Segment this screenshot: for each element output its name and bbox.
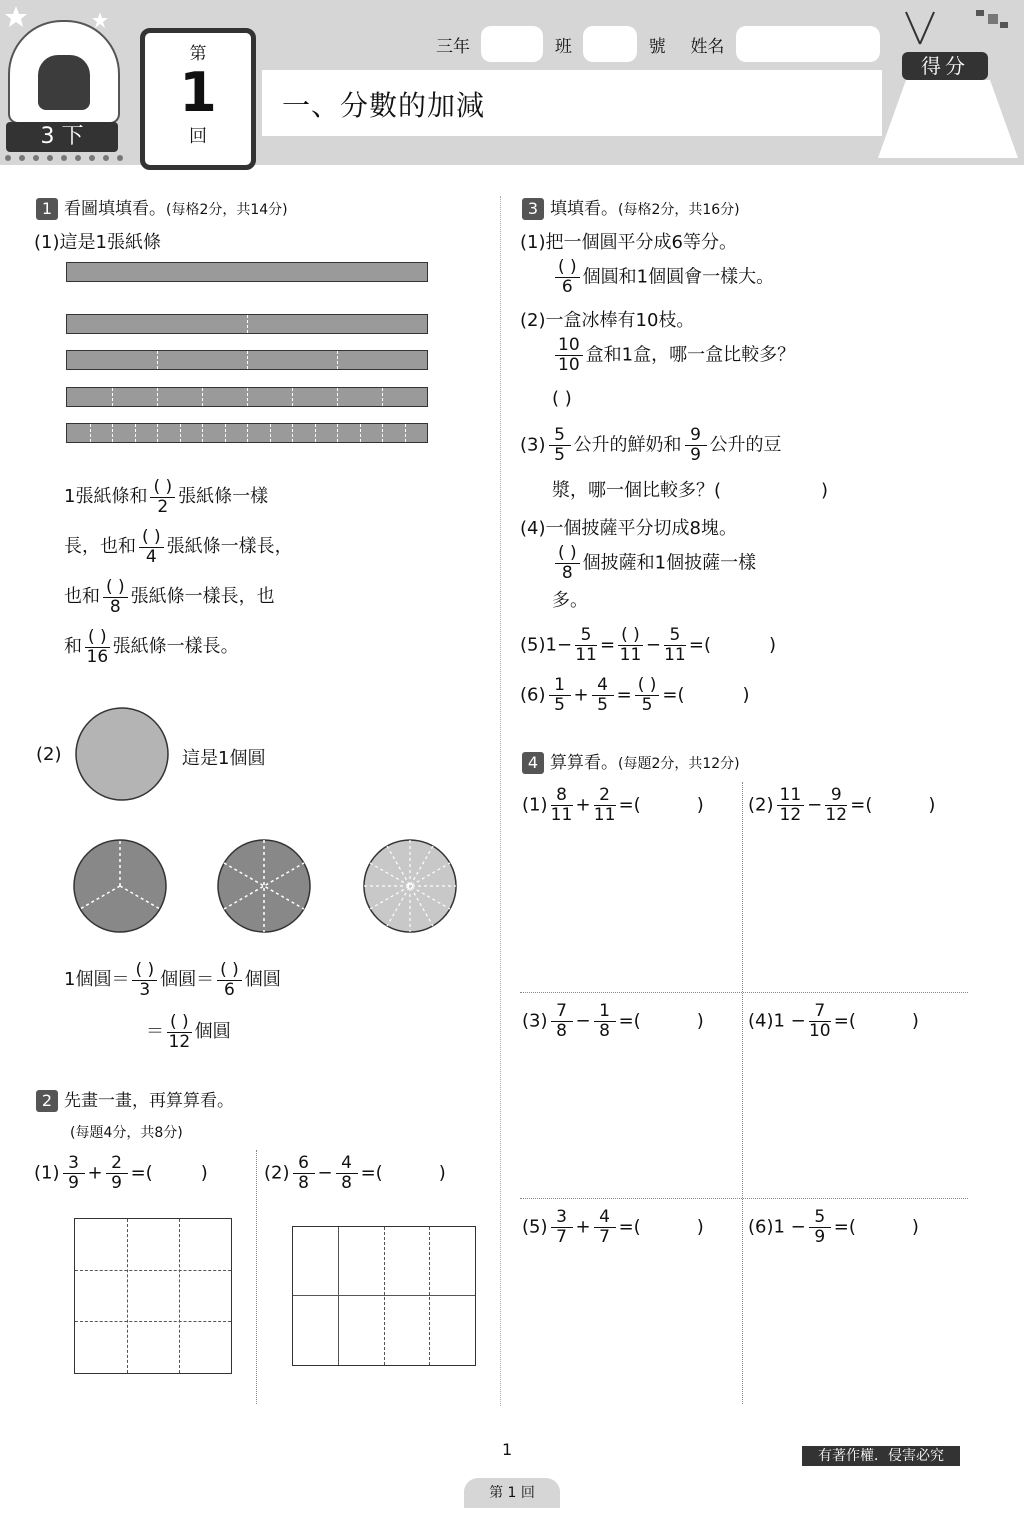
strip-divider — [225, 424, 226, 442]
strip-divider — [337, 351, 338, 369]
question-3-4-line3: 多。 — [552, 590, 588, 611]
text: ＝ — [146, 1021, 164, 1042]
section-title: 看圖填填看。 — [64, 199, 166, 219]
question-3-4: (4)一個披薩平分切成8塊。 — [520, 518, 737, 539]
strip-divider — [382, 388, 383, 406]
divider — [742, 782, 743, 1404]
paper-strip-sixteenths — [66, 423, 428, 443]
strip-divider — [180, 424, 181, 442]
page-number: 1 — [502, 1440, 513, 1459]
strip-divider — [247, 388, 248, 406]
card-number: 1 — [179, 61, 217, 124]
text: 也和 — [64, 586, 100, 607]
text: 個圓 — [244, 969, 281, 990]
question-3-2: (2)一盒冰棒有10枝。 — [520, 310, 695, 331]
question-1-2-text: 這是1個圓 — [182, 748, 266, 769]
name-label: 姓名 — [690, 36, 725, 57]
question-2-1: (1) $\frac{3}{9}$ + $\frac{2}{9}$ =( ) — [34, 1153, 208, 1193]
section-points: (每題2分，共12分) — [618, 756, 740, 772]
fraction-blank[interactable]: $\frac{( )}{8}$ — [103, 578, 128, 617]
section-points: (每格2分，共16分) — [618, 202, 740, 218]
strip-divider — [337, 388, 338, 406]
question-3-6: (6) $\frac{1}{5}$ + $\frac{4}{5}$ = $\frac{( )}{5}$ =( ) — [520, 675, 750, 715]
question-3-5: (5)1− $\frac{5}{11}$ = $\frac{( )}{11}$ − $\frac{5}{11}$ =( ) — [520, 625, 777, 665]
fraction-blank[interactable]: $\frac{( )}{11}$ — [619, 625, 642, 665]
strip-divider — [135, 424, 136, 442]
question-4-4: (4)1 − $\frac{7}{10}$ =( ) — [748, 1001, 919, 1041]
grade-label: 三年 — [436, 36, 470, 57]
question-3-3-line2: 漿，哪一個比較多？( ) — [552, 480, 829, 501]
fraction-blank[interactable]: $\frac{( )}{8}$ — [555, 544, 580, 583]
fraction-blank[interactable]: $\frac{( )}{16}$ — [86, 626, 109, 667]
section-title: 算算看。 — [550, 753, 618, 773]
strip-divider — [157, 424, 158, 442]
question-1-1: (1)這是1張紙條 — [34, 232, 161, 253]
text: 張紙條一樣長， — [166, 536, 293, 557]
strip-divider — [292, 388, 293, 406]
antenna-icon — [900, 8, 940, 52]
card-bottom: 回 — [189, 126, 207, 147]
divider — [256, 1150, 257, 1404]
star-icon — [4, 4, 114, 44]
divider — [520, 1198, 968, 1199]
circle-whole — [74, 706, 174, 806]
section-number: 4 — [522, 752, 544, 774]
section-points: (每題4分，共8分) — [70, 1125, 183, 1141]
score-label: 得分 — [902, 52, 988, 80]
paper-strip-eighths — [66, 387, 428, 407]
strip-divider — [202, 424, 203, 442]
fraction-blank[interactable]: $\frac{( )}{4}$ — [139, 528, 164, 567]
page-label: 第 1 回 — [464, 1478, 560, 1508]
strip-divider — [112, 424, 113, 442]
section-title: 先畫一畫，再算算看。 — [64, 1091, 234, 1111]
strip-divider — [247, 424, 248, 442]
strip-divider — [90, 424, 91, 442]
question-4-6: (6)1 − $\frac{5}{9}$ =( ) — [748, 1207, 919, 1247]
fraction-blank[interactable]: $\frac{( )}{5}$ — [635, 676, 660, 715]
section-1-heading — [36, 194, 288, 220]
strip-divider — [247, 315, 248, 333]
strip-divider — [157, 351, 158, 369]
strip-divider — [337, 424, 338, 442]
text: 張紙條一樣 — [178, 486, 269, 507]
class-label: 班 — [554, 36, 572, 57]
fraction-blank[interactable]: $\frac{( )}{12}$ — [168, 1011, 191, 1052]
score-box[interactable] — [878, 80, 1018, 158]
fraction-blank[interactable]: $\frac{( )}{2}$ — [150, 478, 175, 517]
grade-tab: 3 下 — [6, 122, 118, 152]
class-field[interactable] — [481, 26, 543, 62]
text: 張紙條一樣長，也 — [130, 586, 275, 607]
drawing-grid-ninths[interactable] — [74, 1218, 232, 1374]
strip-divider — [292, 424, 293, 442]
decorative-dots — [0, 154, 140, 162]
circle-sentence — [64, 954, 281, 1058]
name-field[interactable] — [736, 26, 880, 62]
paper-strip-whole — [66, 262, 428, 282]
lesson-card — [140, 28, 256, 170]
paper-strip-halves — [66, 314, 428, 334]
question-3-1-line2: $\frac{( )}{6}$ 個圓和1個圓會一樣大。 — [552, 258, 774, 297]
question-4-3: (3) $\frac{7}{8}$ − $\frac{1}{8}$ =( ) — [522, 1001, 704, 1041]
column-divider — [500, 196, 501, 1406]
mascot-icon — [38, 55, 90, 110]
circle-twelfths — [362, 838, 462, 938]
text: 1張紙條和 — [64, 486, 148, 507]
question-4-5: (5) $\frac{3}{7}$ + $\frac{4}{7}$ =( ) — [522, 1207, 704, 1247]
strip-divider — [360, 424, 361, 442]
section-4-heading — [522, 748, 740, 774]
strip-divider — [157, 388, 158, 406]
circle-sixths — [216, 838, 316, 938]
fraction-blank[interactable]: $\frac{( )}{6}$ — [217, 961, 242, 1000]
section-2-heading — [36, 1086, 234, 1112]
strip-divider — [405, 424, 406, 442]
answer-blank[interactable]: ( ) — [552, 388, 572, 409]
strip-divider — [382, 424, 383, 442]
card-top: 第 — [189, 44, 207, 64]
circle-thirds — [72, 838, 172, 938]
page-title: 一、分數的加減 — [282, 89, 486, 122]
section-3-heading — [522, 194, 740, 220]
section-points: (每格2分，共14分) — [166, 202, 288, 218]
fraction-blank[interactable]: $\frac{( )}{3}$ — [132, 961, 157, 1000]
drawing-grid-eighths[interactable] — [292, 1226, 476, 1366]
text: 和 — [64, 636, 82, 657]
text: 長，也和 — [64, 536, 136, 557]
question-3-3: (3) $\frac{5}{5}$ 公升的鮮奶和 $\frac{9}{9}$ 公升的豆 — [520, 425, 782, 465]
copyright-notice: 有著作權．侵害必究 — [802, 1446, 960, 1466]
strip-divider — [112, 388, 113, 406]
paper-strip-quarters — [66, 350, 428, 370]
strip-divider — [202, 388, 203, 406]
question-3-1: (1)把一個圓平分成6等分。 — [520, 232, 737, 253]
text: 個圓 — [194, 1021, 231, 1042]
student-info — [436, 26, 880, 62]
strip-sentence — [64, 472, 484, 672]
question-4-2: (2) $\frac{11}{12}$ − $\frac{9}{12}$ =( ) — [748, 785, 936, 825]
section-title: 填填看。 — [550, 199, 618, 219]
number-field[interactable] — [583, 26, 637, 62]
section-number: 1 — [36, 198, 58, 220]
question-3-4-line2: $\frac{( )}{8}$ 個披薩和1個披薩一樣 — [552, 544, 756, 583]
number-label: 號 — [648, 36, 666, 57]
strip-divider — [270, 424, 271, 442]
question-2-2: (2) $\frac{6}{8}$ − $\frac{4}{8}$ =( ) — [264, 1153, 446, 1193]
strip-divider — [315, 424, 316, 442]
strip-divider — [247, 351, 248, 369]
question-3-2-line2: $\frac{10}{10}$ 盒和1盒，哪一盒比較多？ — [552, 336, 795, 375]
section-number: 2 — [36, 1090, 58, 1112]
question-1-2-label: (2) — [36, 744, 62, 765]
text: 1個圓＝ — [64, 969, 130, 990]
text: 張紙條一樣長。 — [112, 636, 239, 657]
question-4-1: (1) $\frac{8}{11}$ + $\frac{2}{11}$ =( ) — [522, 785, 704, 825]
divider — [520, 992, 968, 993]
fraction-blank[interactable]: $\frac{( )}{6}$ — [555, 258, 580, 297]
section-number: 3 — [522, 198, 544, 220]
satellite-icon — [970, 4, 1010, 34]
text: 個圓＝ — [160, 969, 215, 990]
